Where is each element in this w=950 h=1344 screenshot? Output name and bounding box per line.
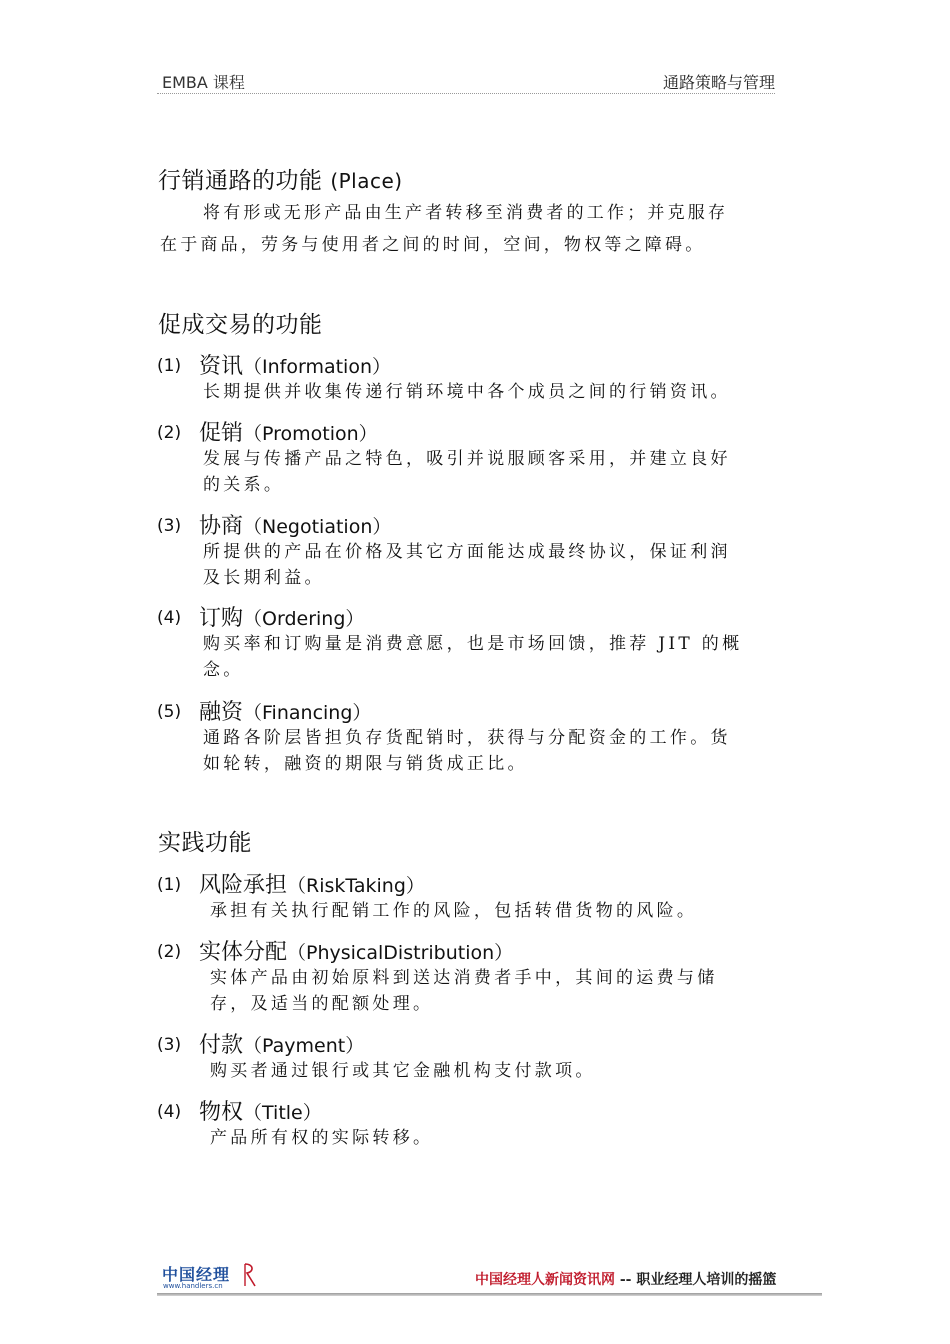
item-title-cn: 物权 — [199, 1100, 244, 1125]
item-number: (4) — [157, 608, 182, 628]
item-title-en: （Promotion） — [243, 423, 378, 445]
item-description: 购买率和订购量是消费意愿，也是市场回馈，推荐 JIT 的概 — [203, 634, 743, 654]
item-title-en: （Ordering） — [243, 608, 365, 630]
list-item-heading — [157, 509, 391, 540]
section-title-en: (Place) — [330, 169, 403, 193]
item-title-en: （Title） — [243, 1102, 322, 1124]
item-number: (1) — [157, 356, 182, 376]
item-description: 存，及适当的配额处理。 — [210, 994, 434, 1014]
item-number: (5) — [157, 702, 182, 722]
page-footer — [157, 1262, 822, 1296]
list-item-heading — [157, 416, 378, 447]
footer-logo-url: www.handlers.cn — [163, 1282, 223, 1290]
footer-tagline — [475, 1269, 776, 1289]
item-description: 承担有关执行配销工作的风险，包括转借货物的风险。 — [210, 901, 698, 921]
item-description: 实体产品由初始原料到送达消费者手中，其间的运费与储 — [210, 968, 718, 988]
item-number: (4) — [157, 1102, 182, 1122]
list-item-heading — [157, 935, 513, 966]
footer-logo: 中国经理 — [162, 1265, 231, 1284]
item-title-en: （Negotiation） — [243, 516, 392, 538]
item-description: 产品所有权的实际转移。 — [210, 1128, 434, 1148]
item-title-en: （RiskTaking） — [287, 875, 425, 897]
item-title-cn: 订购 — [199, 606, 244, 631]
item-number: (3) — [157, 516, 182, 536]
item-title-cn: 融资 — [199, 700, 244, 725]
footer-divider — [157, 1293, 822, 1296]
item-number: (2) — [157, 942, 182, 962]
header-divider — [157, 93, 775, 94]
item-number: (2) — [157, 423, 182, 443]
section-title-practice: 实践功能 — [158, 830, 252, 856]
item-title-cn: 付款 — [199, 1033, 244, 1058]
item-title-en: （Financing） — [243, 702, 372, 724]
item-number: (3) — [157, 1035, 182, 1055]
section-title-place — [158, 162, 403, 195]
list-item-heading — [157, 1028, 364, 1059]
item-description: 长期提供并收集传递行销环境中各个成员之间的行销资讯。 — [203, 382, 731, 402]
header-subject-label: 通路策略与管理 — [662, 73, 775, 92]
item-description: 购买者通过银行或其它金融机构支付款项。 — [210, 1061, 596, 1081]
brand-mark-icon — [241, 1262, 257, 1288]
item-description: 通路各阶层皆担负存货配销时，获得与分配资金的工作。货 — [203, 728, 731, 748]
list-item-heading — [157, 601, 364, 632]
list-item-heading — [157, 868, 425, 899]
item-title-cn: 促销 — [199, 421, 244, 446]
item-title-cn: 风险承担 — [199, 873, 288, 898]
item-description: 如轮转，融资的期限与销货成正比。 — [203, 754, 528, 774]
item-title-en: （Payment） — [243, 1035, 365, 1057]
item-title-cn: 协商 — [199, 514, 244, 539]
item-description: 的关系。 — [203, 475, 285, 495]
list-item-heading — [157, 695, 371, 726]
section-title-cn: 行销通路的功能 — [158, 168, 323, 194]
item-title-cn: 资讯 — [199, 354, 244, 379]
item-description: 念。 — [203, 660, 244, 680]
header-course-label: EMBA 课程 — [162, 73, 245, 92]
item-description: 及长期利益。 — [203, 568, 325, 588]
footer-site-name: 中国经理人新闻资讯网 — [475, 1272, 615, 1288]
item-title-cn: 实体分配 — [199, 940, 288, 965]
item-description: 发展与传播产品之特色，吸引并说服顾客采用，并建立良好 — [203, 449, 731, 469]
item-title-en: （PhysicalDistribution） — [287, 942, 514, 964]
list-item-heading — [157, 349, 391, 380]
item-title-en: （Information） — [243, 356, 391, 378]
item-description: 所提供的产品在价格及其它方面能达成最终协议，保证利润 — [203, 542, 731, 562]
section-title-transaction: 促成交易的功能 — [158, 312, 323, 338]
paragraph-line: 将有形或无形产品由生产者转移至消费者的工作；并克服存 — [203, 203, 729, 223]
paragraph-line: 在于商品，劳务与使用者之间的时间，空间，物权等之障碍。 — [160, 235, 706, 255]
list-item-heading — [157, 1095, 322, 1126]
footer-slogan: -- 职业经理人培训的摇篮 — [619, 1272, 777, 1288]
item-number: (1) — [157, 875, 182, 895]
